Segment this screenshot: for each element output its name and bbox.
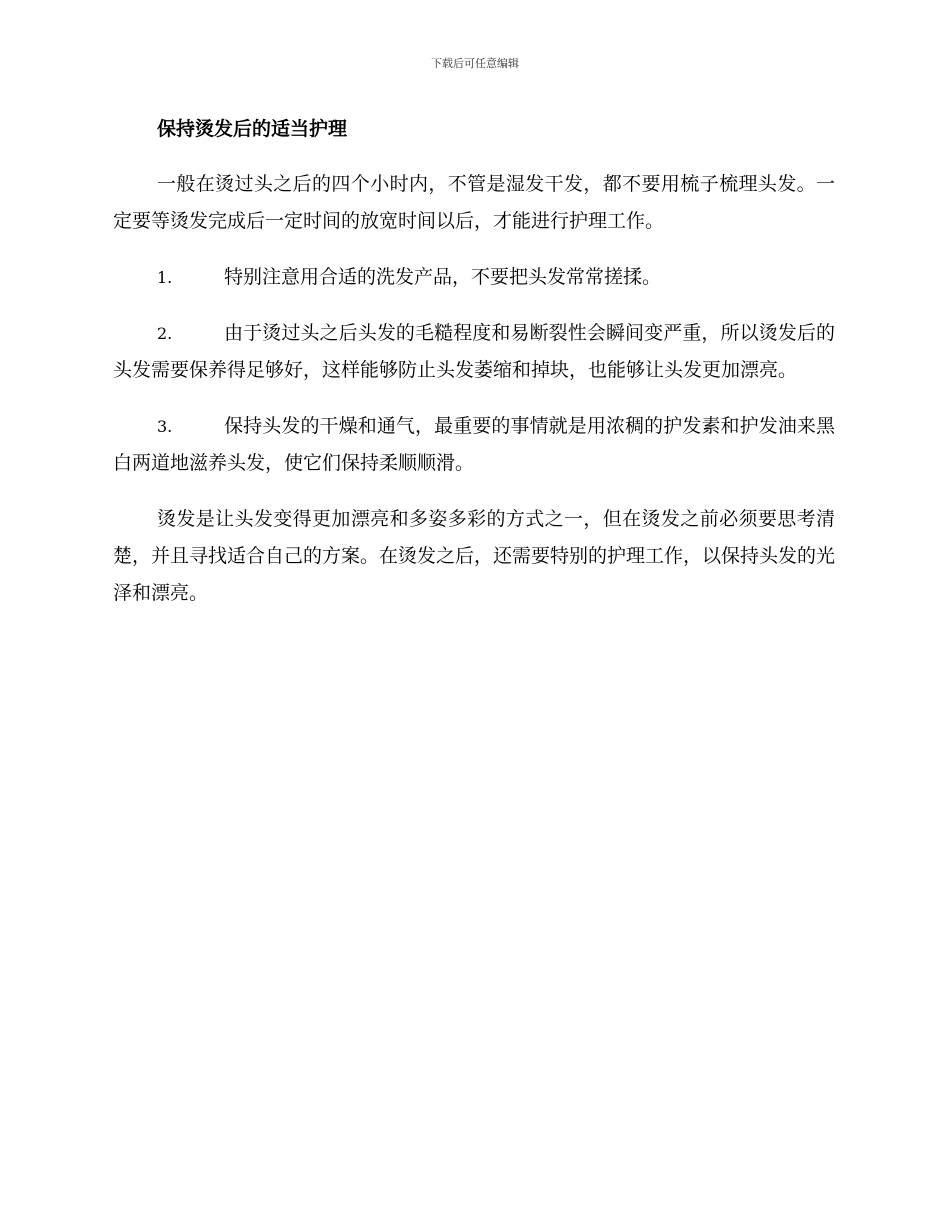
intro-paragraph: 一般在烫过头之后的四个小时内，不管是湿发干发，都不要用梳子梳理头发。一定要等烫发完成后一定时间的放宽时间以后，才能进行护理工作。 <box>113 173 835 232</box>
list-item-3 <box>113 408 835 482</box>
list-item-text: 特别注意用合适的洗发产品，不要把头发常常搓揉。 <box>224 266 662 288</box>
conclusion-paragraph: 烫发是让头发变得更加漂亮和多姿多彩的方式之一，但在烫发之前必须要思考清楚，并且寻找适合自己的方案。在烫发之后，还需要特别的护理工作，以保持头发的光泽和漂亮。 <box>113 508 836 604</box>
list-item-text: 保持头发的干燥和通气，最重要的事情就是用浓稠的护发素和护发油来黑白两道地滋养头发，使它们保持柔顺顺滑。 <box>113 415 835 474</box>
list-item-2 <box>113 315 835 389</box>
section-heading: 保持烫发后的适当护理 <box>157 118 348 140</box>
list-number: 1. <box>157 268 173 287</box>
list-number: 2. <box>157 324 173 343</box>
list-number: 3. <box>157 417 173 436</box>
list-item-1 <box>113 259 835 296</box>
header-note: 下载后可任意编辑 <box>431 57 519 70</box>
article-body <box>113 112 835 631</box>
list-item-text: 由于烫过头之后头发的毛糙程度和易断裂性会瞬间变严重，所以烫发后的头发需要保养得足够好，这样能够防止头发萎缩和掉块，也能够让头发更加漂亮。 <box>113 322 835 381</box>
